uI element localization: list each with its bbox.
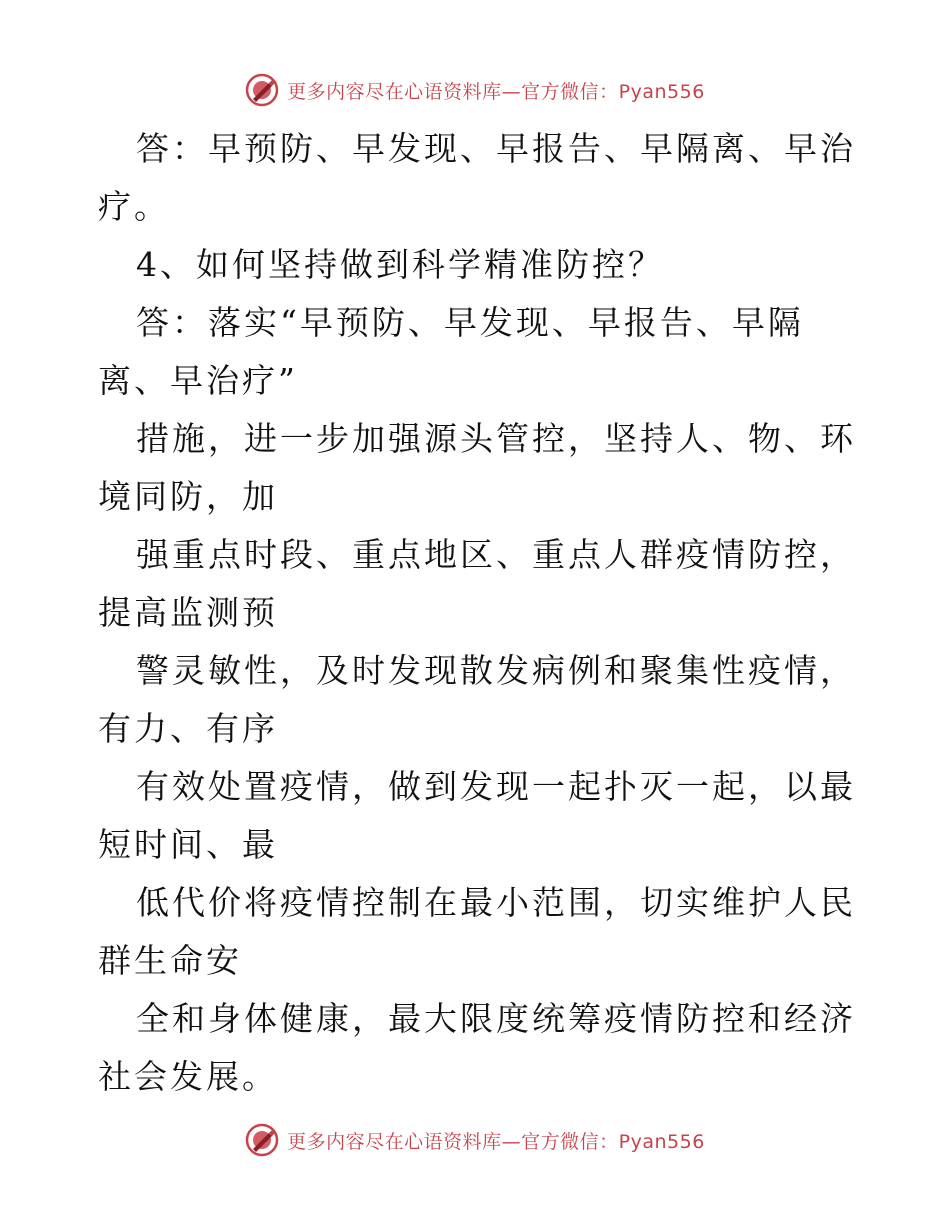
paragraph-answer-4-line-3: 强重点时段、重点地区、重点人群疫情防控，提高监测预 bbox=[98, 535, 856, 632]
document-body bbox=[98, 120, 858, 1106]
header-watermark bbox=[0, 70, 950, 110]
paragraph-answer-3: 答：早预防、早发现、早报告、早隔离、早治疗。 bbox=[98, 129, 856, 226]
watermark-text: 更多内容尽在心语资料库—官方微信：Pyan556 bbox=[287, 1130, 705, 1153]
paragraph-question-4: 4、如何坚持做到科学精准防控？ bbox=[136, 245, 664, 284]
paragraph-answer-4-line-7: 全和身体健康，最大限度统筹疫情防控和经济社会发展。 bbox=[98, 999, 856, 1096]
pen-logo-icon bbox=[245, 1123, 279, 1157]
paragraph-answer-4-line-6: 低代价将疫情控制在最小范围，切实维护人民群生命安 bbox=[98, 883, 856, 980]
pen-logo-icon bbox=[245, 73, 279, 107]
paragraph-answer-4-line-1: 答：落实“早预防、早发现、早报告、早隔离、早治疗” bbox=[98, 303, 804, 400]
paragraph-answer-4-line-2: 措施，进一步加强源头管控，坚持人、物、环境同防，加 bbox=[98, 419, 856, 516]
footer-watermark bbox=[0, 1120, 950, 1160]
paragraph-answer-4-line-4: 警灵敏性，及时发现散发病例和聚集性疫情，有力、有序 bbox=[98, 651, 856, 748]
watermark-text: 更多内容尽在心语资料库—官方微信：Pyan556 bbox=[287, 80, 705, 103]
paragraph-answer-4-line-5: 有效处置疫情，做到发现一起扑灭一起，以最短时间、最 bbox=[98, 767, 856, 864]
